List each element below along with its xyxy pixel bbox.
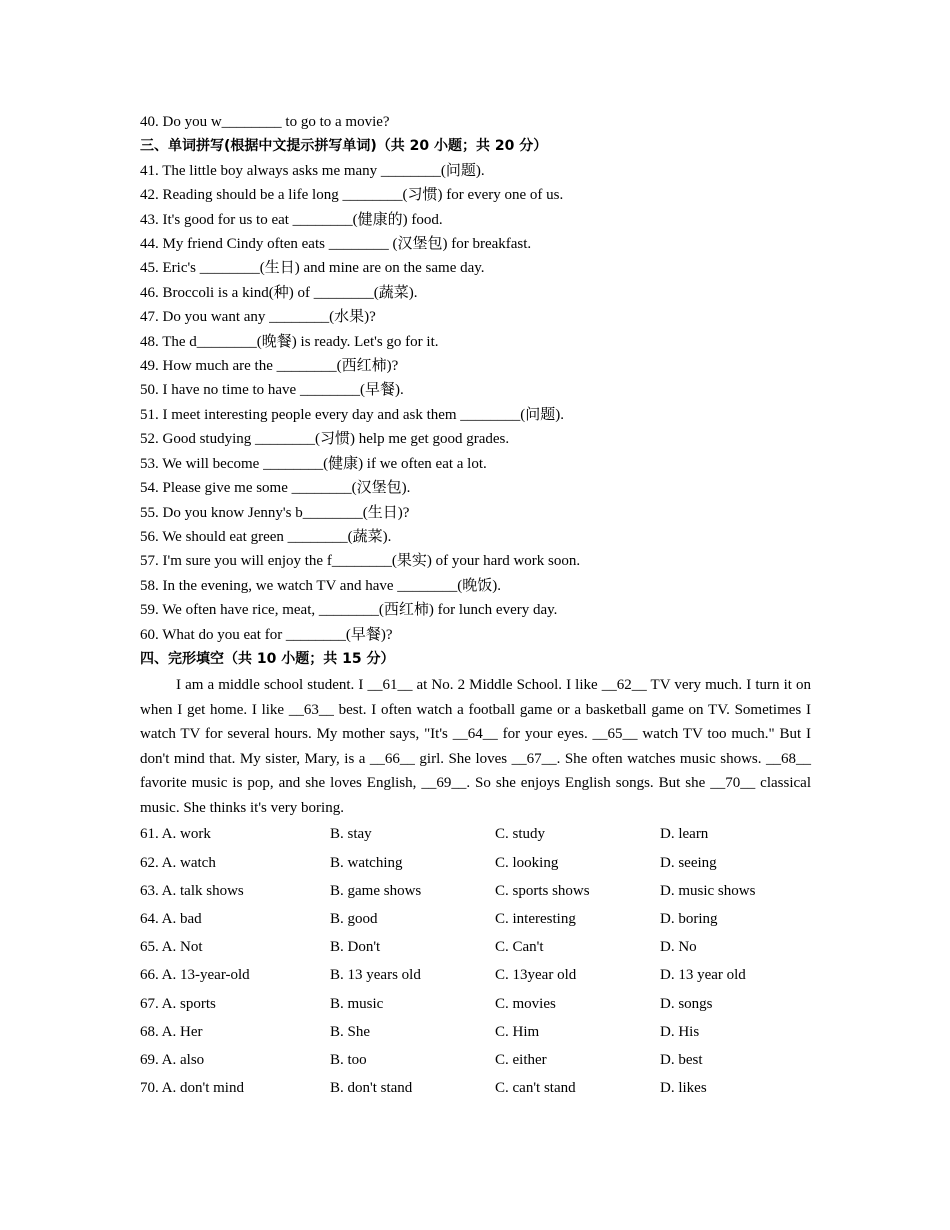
question-60: 60. What do you eat for ________(早餐)?: [140, 626, 393, 643]
option-a: 61. A. work: [140, 826, 211, 843]
option-row-65: [140, 933, 811, 961]
option-d: D. His: [660, 1023, 700, 1040]
option-row-63: [140, 877, 811, 905]
option-c: C. can't stand: [495, 1080, 576, 1097]
option-c: C. Can't: [495, 939, 544, 956]
option-d: D. music shows: [660, 882, 756, 899]
option-b: B. music: [330, 995, 384, 1012]
option-d: D. songs: [660, 995, 713, 1012]
option-row-66: [140, 961, 811, 989]
option-c: C. Him: [495, 1023, 540, 1040]
question-41: 41. The little boy always asks me many ________(问题).: [140, 162, 485, 179]
question-59: 59. We often have rice, meat, ________(西红柿) for lunch every day.: [140, 602, 558, 619]
question-47: 47. Do you want any ________(水果)?: [140, 309, 376, 326]
option-c: C. interesting: [495, 910, 576, 927]
option-row-67: [140, 990, 811, 1018]
question-45: 45. Eric's ________(生日) and mine are on the same day.: [140, 260, 485, 277]
question-53: 53. We will become ________(健康) if we often eat a lot.: [140, 455, 487, 472]
question-49: 49. How much are the ________(西红柿)?: [140, 358, 399, 375]
option-d: D. seeing: [660, 854, 717, 871]
question-51: 51. I meet interesting people every day and ask them ________(问题).: [140, 406, 565, 423]
option-d: D. boring: [660, 910, 718, 927]
option-b: B. 13 years old: [330, 967, 421, 984]
option-a: 65. A. Not: [140, 939, 203, 956]
question-50: 50. I have no time to have ________(早餐).: [140, 382, 404, 399]
option-row-68: [140, 1018, 811, 1046]
option-a: 68. A. Her: [140, 1023, 203, 1040]
option-b: B. good: [330, 910, 378, 927]
option-a: 67. A. sports: [140, 995, 216, 1012]
option-b: B. stay: [330, 826, 372, 843]
option-c: C. looking: [495, 854, 559, 871]
option-d: D. best: [660, 1051, 703, 1068]
option-d: D. 13 year old: [660, 967, 746, 984]
option-b: B. She: [330, 1023, 371, 1040]
option-a: 63. A. talk shows: [140, 882, 244, 899]
question-43: 43. It's good for us to eat ________(健康的) food.: [140, 211, 443, 228]
option-b: B. game shows: [330, 882, 422, 899]
option-a: 64. A. bad: [140, 910, 202, 927]
option-d: D. No: [660, 939, 697, 956]
option-c: C. study: [495, 826, 546, 843]
question-56: 56. We should eat green ________(蔬菜).: [140, 528, 392, 545]
option-a: 66. A. 13-year-old: [140, 967, 250, 984]
option-a: 69. A. also: [140, 1051, 205, 1068]
option-c: C. sports shows: [495, 882, 590, 899]
question-52: 52. Good studying ________(习惯) help me get good grades.: [140, 431, 510, 448]
section3-heading: 三、单词拼写(根据中文提示拼写单词)（共 20 小题；共 20 分）: [140, 138, 548, 155]
option-d: D. likes: [660, 1080, 707, 1097]
option-b: B. don't stand: [330, 1080, 413, 1097]
option-b: B. Don't: [330, 939, 381, 956]
question-48: 48. The d________(晚餐) is ready. Let's go for it.: [140, 333, 439, 350]
option-b: B. watching: [330, 854, 403, 871]
cloze-passage: I am a middle school student. I __61__ at No. 2 Middle School. I like __62__ TV very much. I turn it on when I get home. I like __63__ best. I often watch a football game or a basketball game on TV. Sometimes I watch TV for several hours. My mother says, "It's __64__ for your eyes. __65__ watch TV too much." But I don't mind that. My sister, Mary, is a __66__ girl. She loves __67__. She often watches music shows. __68__ favorite music is pop, and she loves English, __69__. So she enjoys English songs. But she __70__ classical music. She thinks it's very boring.: [140, 677, 811, 816]
option-row-61: [140, 820, 811, 848]
question-42: 42. Reading should be a life long ________(习惯) for every one of us.: [140, 187, 564, 204]
option-row-64: [140, 905, 811, 933]
question-57: 57. I'm sure you will enjoy the f________(果实) of your hard work soon.: [140, 553, 581, 570]
option-a: 62. A. watch: [140, 854, 216, 871]
option-row-69: [140, 1046, 811, 1074]
option-b: B. too: [330, 1051, 367, 1068]
worksheet-content: [140, 110, 811, 1102]
question-40: 40. Do you w________ to go to a movie?: [140, 114, 390, 130]
section4-heading: 四、完形填空（共 10 小题；共 15 分）: [140, 650, 395, 667]
option-row-62: [140, 849, 811, 877]
option-d: D. learn: [660, 826, 709, 843]
option-c: C. movies: [495, 995, 556, 1012]
option-a: 70. A. don't mind: [140, 1080, 244, 1097]
cloze-options: [140, 820, 811, 1102]
option-row-70: [140, 1074, 811, 1102]
option-c: C. either: [495, 1051, 547, 1068]
option-c: C. 13year old: [495, 967, 577, 984]
question-54: 54. Please give me some ________(汉堡包).: [140, 480, 411, 497]
question-58: 58. In the evening, we watch TV and have ________(晚饭).: [140, 577, 502, 594]
question-44: 44. My friend Cindy often eats ________ (汉堡包) for breakfast.: [140, 236, 532, 253]
question-46: 46. Broccoli is a kind(种) of ________(蔬菜).: [140, 284, 418, 301]
question-55: 55. Do you know Jenny's b________(生日)?: [140, 504, 410, 521]
